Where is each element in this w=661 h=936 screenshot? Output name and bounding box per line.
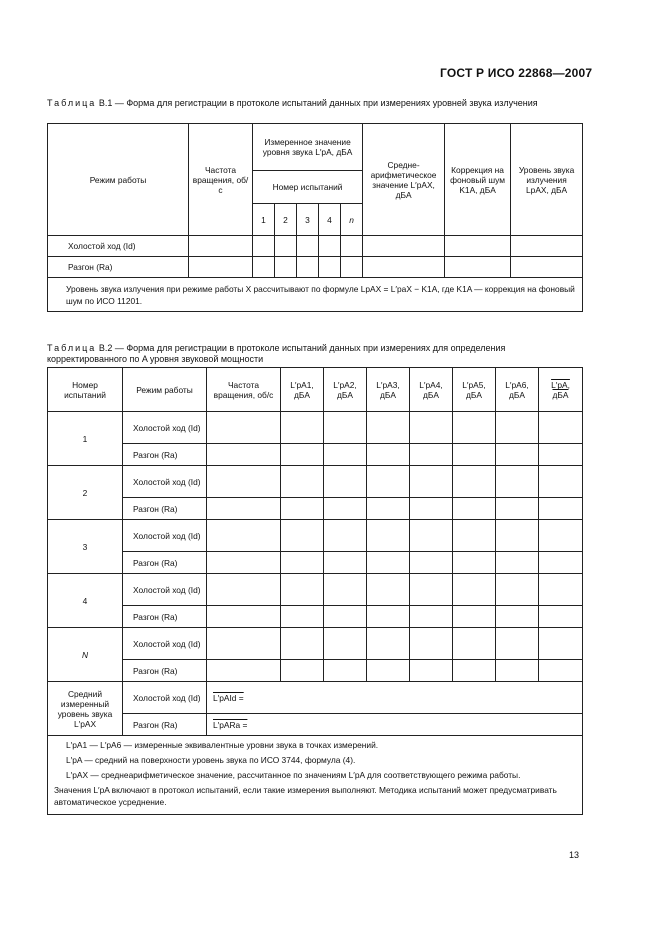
- table1-caption: [47, 98, 587, 109]
- t2-mode-accel: Разгон (Ra): [123, 552, 207, 574]
- t2-mode-accel: Разгон (Ra): [123, 660, 207, 682]
- t2-mode-idle: Холостой ход (Id): [123, 520, 207, 552]
- t2-header-mode: Режим работы: [123, 368, 207, 412]
- t1-note: Уровень звука излучения при режиме работы X рассчитывают по формуле LpAX = L′paX − K1A, где K1A — коррекция на фоновый шум по ИСО 11201.: [48, 278, 583, 312]
- t2-note-1: L′pA1 — L′pA6 — измеренные эквивалентные уровни звука в точках измерений.: [66, 740, 379, 750]
- t2-test-num: 4: [48, 574, 123, 628]
- t2-test-num: 2: [48, 466, 123, 520]
- t2-mode-accel: Разгон (Ra): [123, 444, 207, 466]
- t1-row-idle: Холостой ход (Id): [48, 236, 189, 257]
- t2-note-3: L′pAX — среднеарифметическое значение, рассчитанное по значениям L′pA для соответствующего режима работы.: [66, 770, 521, 780]
- t1-test-num: 1: [253, 204, 275, 236]
- table2: [47, 367, 583, 815]
- t2-mean-label: Средний измеренный уровень звука L′pAX: [48, 682, 123, 736]
- t1-header-mode: Режим работы: [48, 124, 189, 236]
- table1-caption-label: Таблица: [47, 98, 97, 108]
- t1-header-mean: Средне-арифметическое значение L′pAX, дБA: [363, 124, 445, 236]
- t2-mode-accel: Разгон (Ra): [123, 606, 207, 628]
- t2-header-mean: L′pA, дБA: [539, 368, 583, 412]
- page-number: 13: [569, 850, 580, 860]
- t1-test-num: 3: [297, 204, 319, 236]
- t2-mean-mode-idle: Холостой ход (Id): [123, 682, 207, 714]
- table2-caption-text: В.2 — Форма для регистрации в протоколе испытаний данных при измерениях для определения корректированного по A уровня звуковой мощности: [47, 343, 506, 364]
- t2-note-4: Значения L′pA включают в протокол испытаний, если такие измерения выполняют. Методика испытаний может предусматривать автоматическое усреднение.: [54, 785, 557, 807]
- t1-test-num: 4: [319, 204, 341, 236]
- t1-row-accel: Разгон (Ra): [48, 257, 189, 278]
- t2-mean-value-accel: L′pARa =: [213, 719, 248, 730]
- table2-caption: [47, 343, 587, 365]
- t1-header-measured: Измеренное значение уровня звука L′pA, дБA: [253, 124, 363, 171]
- t2-header-point: L′pA1, дБA: [281, 368, 324, 412]
- t1-header-speed: Частота вращения, об/с: [189, 124, 253, 236]
- t1-test-num: 2: [275, 204, 297, 236]
- t2-header-point: L′pA4, дБA: [410, 368, 453, 412]
- t2-mean-value-idle: L′pAId =: [213, 692, 244, 703]
- t2-header-speed: Частота вращения, об/с: [207, 368, 281, 412]
- t2-test-num: 1: [48, 412, 123, 466]
- t2-header-point: L′pA6, дБA: [496, 368, 539, 412]
- t1-header-level: Уровень звука излучения LpAX, дБA: [511, 124, 583, 236]
- t2-header-point: L′pA5, дБA: [453, 368, 496, 412]
- t2-header-point: L′pA3, дБA: [367, 368, 410, 412]
- t1-test-num: n: [341, 204, 363, 236]
- t2-mode-accel: Разгон (Ra): [123, 498, 207, 520]
- t2-notes: [48, 736, 583, 815]
- t2-mode-idle: Холостой ход (Id): [123, 628, 207, 660]
- table1: [47, 123, 583, 312]
- t2-header-point: L′pA2, дБA: [324, 368, 367, 412]
- document-header: ГОСТ Р ИСО 22868—2007: [440, 66, 593, 80]
- t2-note-2: L′pA — средний на поверхности уровень звука по ИСО 3744, формула (4).: [66, 755, 356, 765]
- t2-header-test: Номер испытаний: [48, 368, 123, 412]
- t2-mode-idle: Холостой ход (Id): [123, 412, 207, 444]
- t2-mean-mode-accel: Разгон (Ra): [123, 714, 207, 736]
- t1-header-correction: Коррекция на фоновый шум K1A, дБA: [445, 124, 511, 236]
- t2-test-num: N: [48, 628, 123, 682]
- t1-header-test-number: Номер испытаний: [253, 171, 363, 204]
- table1-caption-text: В.1 — Форма для регистрации в протоколе испытаний данных при измерениях уровней звука излучения: [98, 98, 538, 108]
- t2-mode-idle: Холостой ход (Id): [123, 466, 207, 498]
- t2-mode-idle: Холостой ход (Id): [123, 574, 207, 606]
- t2-test-num: 3: [48, 520, 123, 574]
- table2-caption-label: Таблица: [47, 343, 97, 353]
